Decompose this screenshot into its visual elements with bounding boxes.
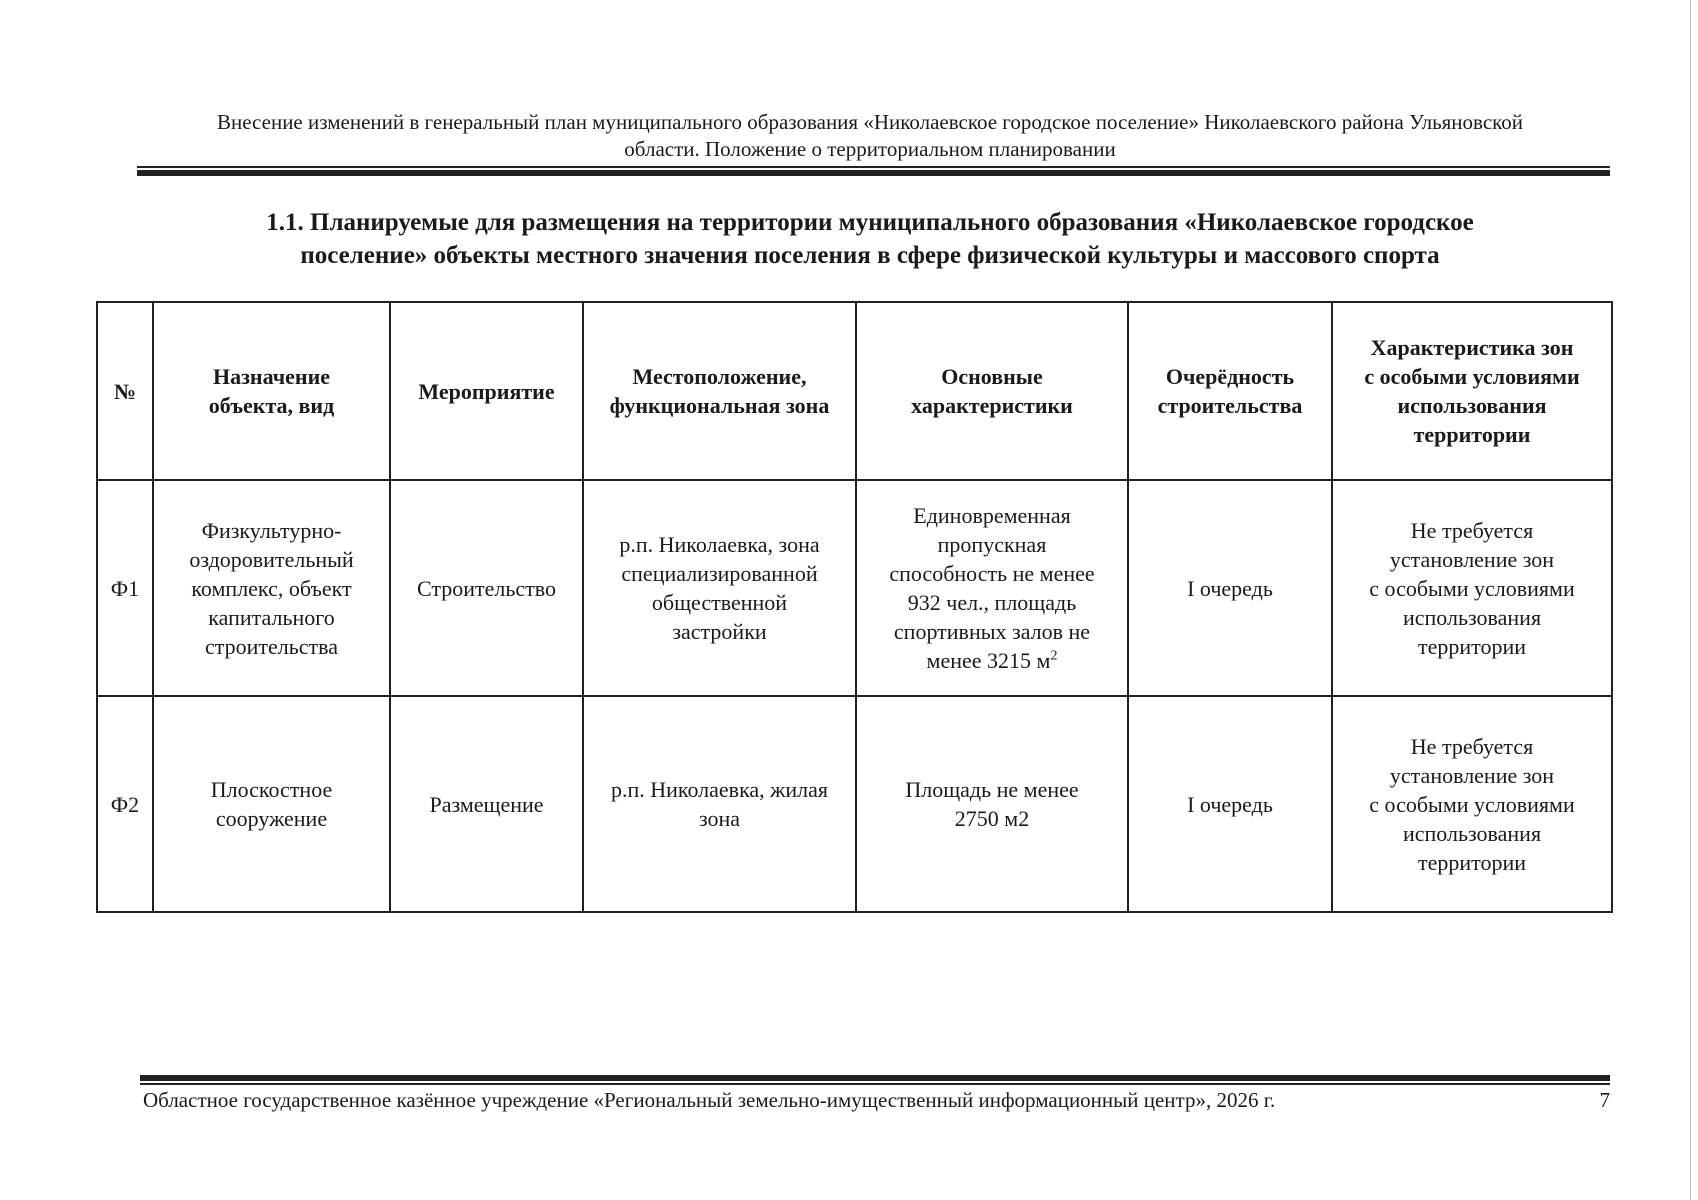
section-title: 1.1. Планируемые для размещения на территории муниципального образования «Николаевское городское поселение» объекты местного значения поселения в сфере физической культуры и массового спорта bbox=[266, 209, 1474, 269]
column-header-priority: Очерёдность строительства bbox=[1128, 302, 1332, 480]
cell-priority: I очередь bbox=[1128, 480, 1332, 696]
footer-rule-thin bbox=[140, 1083, 1610, 1085]
running-header: Внесение изменений в генеральный план муниципального образования «Николаевское городское поселение» Николаевского района Ульяновской области. Положение о территориальном планировании bbox=[216, 110, 1524, 161]
header-rule-thick bbox=[137, 170, 1610, 176]
footer-rule-thick bbox=[140, 1075, 1610, 1081]
column-header-location: Местоположение, функциональная зона bbox=[583, 302, 856, 480]
superscript: 2 bbox=[1050, 648, 1058, 664]
page-number: 7 bbox=[1599, 1088, 1610, 1112]
cell-priority: I очередь bbox=[1128, 696, 1332, 912]
cell-zones: Не требуется установление зон с особыми условиями использования территории bbox=[1332, 696, 1612, 912]
cell-action: Размещение bbox=[390, 696, 583, 912]
table-row bbox=[97, 480, 1612, 696]
characteristics-text: Единовременная пропускная способность не менее 932 чел., площадь спортивных залов не менее 3215 м bbox=[889, 503, 1095, 673]
cell-purpose: Плоскостное сооружение bbox=[153, 696, 390, 912]
cell-location: р.п. Николаевка, зона специализированной общественной застройки bbox=[583, 480, 856, 696]
table-row bbox=[97, 696, 1612, 912]
column-header-number: № bbox=[97, 302, 153, 480]
objects-table bbox=[96, 301, 1613, 913]
running-footer: Областное государственное казённое учреждение «Региональный земельно-имущественный информационный центр», 2026 г. bbox=[143, 1088, 1276, 1112]
scan-edge-line bbox=[1690, 0, 1691, 1200]
header-rule-thin bbox=[137, 166, 1610, 168]
column-header-zones: Характеристика зон с особыми условиями использования территории bbox=[1332, 302, 1612, 480]
column-header-characteristics: Основные характеристики bbox=[856, 302, 1128, 480]
cell-characteristics: Площадь не менее 2750 м2 bbox=[856, 696, 1128, 912]
cell-zones: Не требуется установление зон с особыми условиями использования территории bbox=[1332, 480, 1612, 696]
cell-number: Ф1 bbox=[97, 480, 153, 696]
cell-number: Ф2 bbox=[97, 696, 153, 912]
cell-action: Строительство bbox=[390, 480, 583, 696]
table-header-row bbox=[97, 302, 1612, 480]
cell-characteristics bbox=[856, 480, 1128, 696]
cell-purpose: Физкультурно- оздоровительный комплекс, объект капитального строительства bbox=[153, 480, 390, 696]
column-header-action: Мероприятие bbox=[390, 302, 583, 480]
column-header-purpose: Назначение объекта, вид bbox=[153, 302, 390, 480]
cell-location: р.п. Николаевка, жилая зона bbox=[583, 696, 856, 912]
